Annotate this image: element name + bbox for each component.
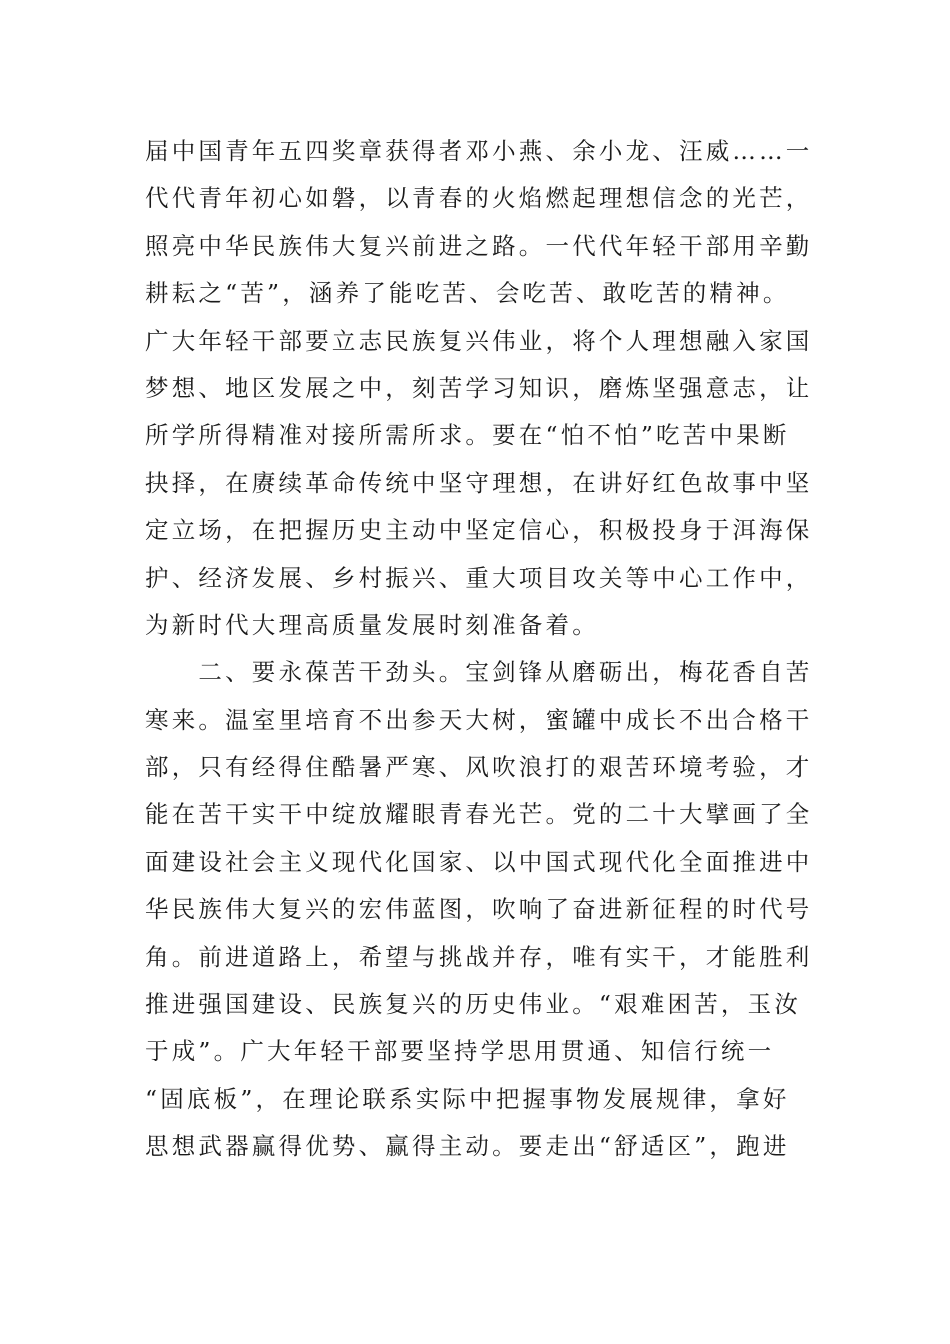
text-line: 照亮中华民族伟大复兴前进之路。一代代年轻干部用辛勤 [145,231,813,260]
text-line: 梦想、地区发展之中，刻苦学习知识，磨炼坚强意志，让 [145,373,813,402]
text-line: 代代青年初心如磐，以青春的火焰燃起理想信念的光芒， [145,184,813,213]
text-line: 耕耘之“苦”，涵养了能吃苦、会吃苦、敢吃苦的精神。 [145,279,790,308]
text-line: 部，只有经得住酷暑严寒、风吹浪打的艰苦环境考验，才 [145,753,813,782]
section-heading-line: 二、要永葆苦干劲头。宝剑锋从磨砺出，梅花香自苦 [145,658,813,687]
body-text [145,128,813,1171]
text-line: 护、经济发展、乡村振兴、重大项目攻关等中心工作中， [145,563,813,592]
text-line: 广大年轻干部要立志民族复兴伟业，将个人理想融入家国 [145,326,813,355]
text-line: 定立场，在把握历史主动中坚定信心，积极投身于洱海保 [145,516,813,545]
text-line: 为新时代大理高质量发展时刻准备着。 [145,610,599,639]
text-line: 能在苦干实干中绽放耀眼青春光芒。党的二十大擘画了全 [145,800,813,829]
text-line: 华民族伟大复兴的宏伟蓝图，吹响了奋进新征程的时代号 [145,895,813,924]
text-line: 思想武器赢得优势、赢得主动。要走出“舒适区”，跑进 [145,1132,790,1161]
text-line: 角。前进道路上，希望与挑战并存，唯有实干，才能胜利 [145,942,813,971]
text-line: 抉择，在赓续革命传统中坚守理想，在讲好红色故事中坚 [145,468,813,497]
text-line: 推进强国建设、民族复兴的历史伟业。“艰难困苦，玉汝 [145,990,802,1019]
text-line: 所学所得精准对接所需所求。要在“怕不怕”吃苦中果断 [145,421,790,450]
text-line: “固底板”，在理论联系实际中把握事物发展规律，拿好 [145,1084,790,1113]
text-line: 面建设社会主义现代化国家、以中国式现代化全面推进中 [145,847,813,876]
text-line: 届中国青年五四奖章获得者邓小燕、余小龙、汪威……一 [145,137,813,165]
text-line: 于成”。广大年轻干部要坚持学思用贯通、知信行统一 [145,1037,775,1066]
text-line: 寒来。温室里培育不出参天大树，蜜罐中成长不出合格干 [145,705,813,734]
